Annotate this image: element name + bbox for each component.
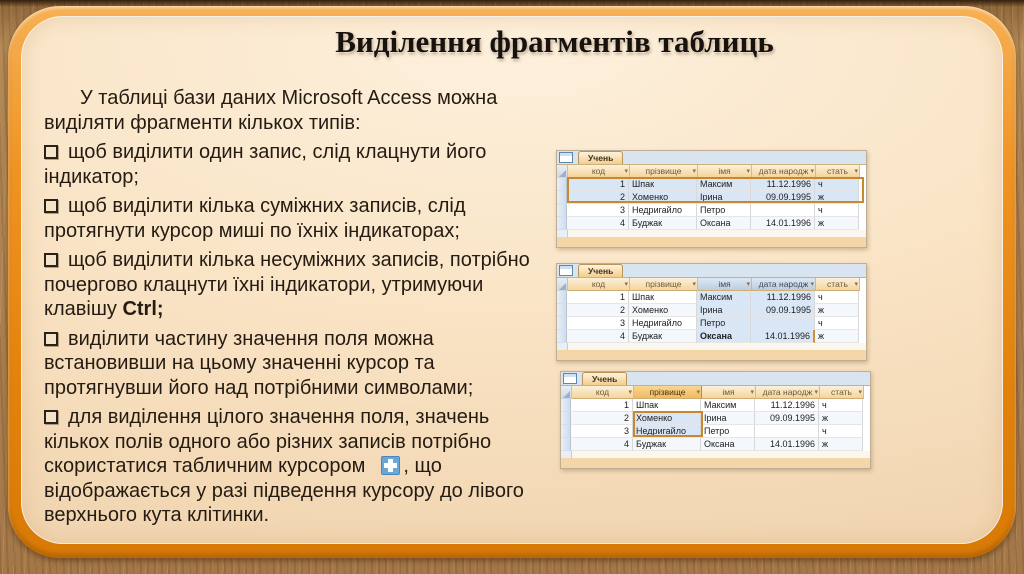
select-all-button <box>557 278 568 291</box>
record-selector <box>557 230 568 237</box>
column-header-label: код <box>591 166 606 176</box>
intro-paragraph: У таблиці бази даних Microsoft Access можна виділяти фрагменти кількох типів: <box>44 87 498 134</box>
table-cell: Ірина <box>701 412 755 425</box>
record-selector <box>561 451 572 458</box>
dropdown-arrow-icon: ▾ <box>854 281 858 288</box>
table-cell: Ірина <box>697 304 751 317</box>
table-row <box>561 412 870 425</box>
bullet-item <box>44 405 556 528</box>
table-row <box>557 204 866 217</box>
table-cell: ч <box>819 425 863 438</box>
column-header-label: код <box>591 279 606 289</box>
table-cell: 14.01.1996 <box>755 438 819 451</box>
datasheet-icon <box>559 152 573 163</box>
bullet-text: щоб виділити один запис, слід клацнути його індикатор; <box>44 141 487 188</box>
column-header <box>630 278 698 291</box>
column-header-label: стать <box>827 166 848 176</box>
table-row <box>561 425 870 438</box>
dropdown-arrow-icon: ▾ <box>858 389 862 396</box>
table-cell: 09.09.1995 <box>751 304 815 317</box>
table-cell: 4 <box>567 217 629 230</box>
column-header <box>756 386 820 399</box>
header-row <box>557 165 866 178</box>
column-header <box>630 165 698 178</box>
column-header <box>752 165 816 178</box>
body-text <box>44 86 556 533</box>
dropdown-arrow-icon: ▾ <box>810 281 814 288</box>
column-header-label: прізвище <box>649 387 686 397</box>
table-cell: 3 <box>571 425 633 438</box>
column-header <box>698 278 752 291</box>
table-cell: ч <box>815 178 859 191</box>
record-selector <box>557 317 567 330</box>
dropdown-arrow-icon: ▾ <box>854 168 858 175</box>
checkbox-bullet-icon <box>44 145 58 159</box>
table-cell: 3 <box>567 204 629 217</box>
table-cell: ж <box>819 438 863 451</box>
table-row <box>557 191 866 204</box>
tab-bar <box>561 372 870 386</box>
table-row <box>557 178 866 191</box>
column-header-label: прізвище <box>645 279 682 289</box>
screenshot-background-strip <box>557 237 866 247</box>
dropdown-arrow-icon: ▾ <box>810 168 814 175</box>
tab-bar <box>557 264 866 278</box>
table-cell: Максим <box>697 178 751 191</box>
column-header-label: стать <box>827 279 848 289</box>
table-row <box>557 317 866 330</box>
table-cell: 4 <box>571 438 633 451</box>
slide-title: Виділення фрагментів таблиць <box>335 24 774 59</box>
bullet-text-bold: Ctrl; <box>122 298 164 320</box>
datasheet-icon <box>563 373 577 384</box>
record-selector <box>561 425 571 438</box>
table-row <box>557 304 866 317</box>
table-tab <box>578 151 623 164</box>
table-cell: Шпак <box>633 399 701 412</box>
table-cell: ж <box>815 217 859 230</box>
table-cell: Недригайло <box>629 204 697 217</box>
table-cell: 1 <box>567 178 629 191</box>
screenshot-background-strip <box>561 458 870 468</box>
table-cell: Ірина <box>697 191 751 204</box>
record-selector <box>557 330 567 343</box>
column-header <box>568 165 630 178</box>
dropdown-arrow-icon: ▾ <box>692 168 696 175</box>
table-cell: ч <box>815 317 859 330</box>
access-screenshot-selected-columns <box>556 263 867 361</box>
column-header-label: дата народж <box>758 166 809 176</box>
dropdown-arrow-icon: ▾ <box>746 168 750 175</box>
record-selector <box>561 438 571 451</box>
column-header <box>634 386 702 399</box>
table-cell: ж <box>815 191 859 204</box>
table-cell: Максим <box>701 399 755 412</box>
table-cell: Недригайло <box>629 317 697 330</box>
record-selector <box>557 343 568 350</box>
dropdown-arrow-icon: ▾ <box>696 389 700 396</box>
record-selector <box>557 291 567 304</box>
record-selector <box>557 304 567 317</box>
table-cell <box>751 317 815 330</box>
table-cell: 09.09.1995 <box>755 412 819 425</box>
table-cell: 4 <box>567 330 629 343</box>
table-cell: Максим <box>697 291 751 304</box>
column-header-label: імя <box>718 279 731 289</box>
table-cell: Буджак <box>629 217 697 230</box>
table-cell: Хоменко <box>629 191 697 204</box>
bullet-text: щоб виділити кілька суміжних записів, слід протягнути курсор миші по їхніх індикаторах; <box>44 195 466 242</box>
table-cell: Шпак <box>629 291 697 304</box>
column-header-label: імя <box>718 166 731 176</box>
bullet-item <box>44 327 556 401</box>
access-screenshot-selected-cells <box>560 371 871 469</box>
column-header-label: імя <box>722 387 735 397</box>
record-selector <box>561 399 571 412</box>
table-cell: Петро <box>697 204 751 217</box>
dropdown-arrow-icon: ▾ <box>624 168 628 175</box>
table-cell: 1 <box>571 399 633 412</box>
column-header-label: прізвище <box>645 166 682 176</box>
dropdown-arrow-icon: ▾ <box>750 389 754 396</box>
select-all-button <box>561 386 572 399</box>
dropdown-arrow-icon: ▾ <box>624 281 628 288</box>
column-header <box>572 386 634 399</box>
table-cell: ч <box>819 399 863 412</box>
column-header-label: дата народж <box>758 279 809 289</box>
table-cell: 14.01.1996 <box>751 330 815 343</box>
table-row <box>557 330 866 343</box>
column-header <box>816 278 860 291</box>
table-cell: Петро <box>697 317 751 330</box>
table-cell: Буджак <box>633 438 701 451</box>
column-header <box>752 278 816 291</box>
datasheet-icon <box>559 265 573 276</box>
bullet-item <box>44 140 556 189</box>
table-cell: Петро <box>701 425 755 438</box>
table-cell: 1 <box>567 291 629 304</box>
record-selector <box>557 191 567 204</box>
new-record-row-stub <box>557 343 866 350</box>
table-cell: 11.12.1996 <box>755 399 819 412</box>
table-cell: ч <box>815 204 859 217</box>
table-row <box>561 438 870 451</box>
header-row <box>557 278 866 291</box>
table-row <box>557 291 866 304</box>
record-selector <box>561 412 571 425</box>
dropdown-arrow-icon: ▾ <box>692 281 696 288</box>
table-cell: ч <box>815 291 859 304</box>
select-all-button <box>557 165 568 178</box>
table-cell: 11.12.1996 <box>751 178 815 191</box>
column-header <box>568 278 630 291</box>
table-cell: 11.12.1996 <box>751 291 815 304</box>
table-tab <box>582 372 627 385</box>
table-tab <box>578 264 623 277</box>
table-cell: Хоменко <box>633 412 701 425</box>
table-cell: 2 <box>567 191 629 204</box>
table-cell: 09.09.1995 <box>751 191 815 204</box>
column-header <box>820 386 864 399</box>
column-header <box>816 165 860 178</box>
table-cell: Хоменко <box>629 304 697 317</box>
access-screenshot-selected-records <box>556 150 867 248</box>
table-cell: Оксана <box>697 217 751 230</box>
table-cell <box>751 204 815 217</box>
checkbox-bullet-icon <box>44 332 58 346</box>
table-cell: ж <box>815 304 859 317</box>
table-cell: ж <box>819 412 863 425</box>
record-selector <box>557 178 567 191</box>
bullet-text: , що відображається у разі підведення курсору до лівого верхнього кута клітинки. <box>44 455 524 526</box>
table-cell: Оксана <box>701 438 755 451</box>
column-header <box>698 165 752 178</box>
bullet-item <box>44 248 556 322</box>
table-cell: Шпак <box>629 178 697 191</box>
tab-bar <box>557 151 866 165</box>
table-cell: 3 <box>567 317 629 330</box>
checkbox-bullet-icon <box>44 410 58 424</box>
table-cursor-plus-icon <box>381 456 400 475</box>
bullet-text: виділити частину значення поля можна встановивши на цьому значенні курсор та протягнувши його над потрібними символами; <box>44 327 474 399</box>
table-tab-label: Учень <box>588 266 614 276</box>
record-selector <box>557 204 567 217</box>
table-cell: Оксана <box>697 330 751 343</box>
table-tab-label: Учень <box>588 153 614 163</box>
dropdown-arrow-icon: ▾ <box>746 281 750 288</box>
column-header-label: код <box>595 387 610 397</box>
bullet-text: щоб виділити кілька несуміжних записів, потрібно почергово клацнути їхні індикатори, утримуючи клавішу <box>44 249 530 320</box>
header-row <box>561 386 870 399</box>
table-cell: Буджак <box>629 330 697 343</box>
screenshot-background-strip <box>557 350 866 360</box>
bullet-text: для виділення цілого значення поля, значень кількох полів одного або різних записів потрібно скористатися табличним курсором <box>44 406 492 477</box>
table-row <box>561 399 870 412</box>
new-record-row-stub <box>557 230 866 237</box>
table-cell: 14.01.1996 <box>751 217 815 230</box>
dropdown-arrow-icon: ▾ <box>628 389 632 396</box>
bullet-item <box>44 194 556 243</box>
column-header <box>702 386 756 399</box>
table-cell: 2 <box>567 304 629 317</box>
column-header-label: стать <box>831 387 852 397</box>
column-header-label: дата народж <box>762 387 813 397</box>
dropdown-arrow-icon: ▾ <box>814 389 818 396</box>
table-cell: ж <box>815 330 859 343</box>
record-selector <box>557 217 567 230</box>
new-record-row-stub <box>561 451 870 458</box>
checkbox-bullet-icon <box>44 199 58 213</box>
table-row <box>557 217 866 230</box>
table-cell: Недригайло <box>633 425 701 438</box>
table-tab-label: Учень <box>592 374 618 384</box>
table-cell <box>755 425 819 438</box>
checkbox-bullet-icon <box>44 253 58 267</box>
table-cell: 2 <box>571 412 633 425</box>
